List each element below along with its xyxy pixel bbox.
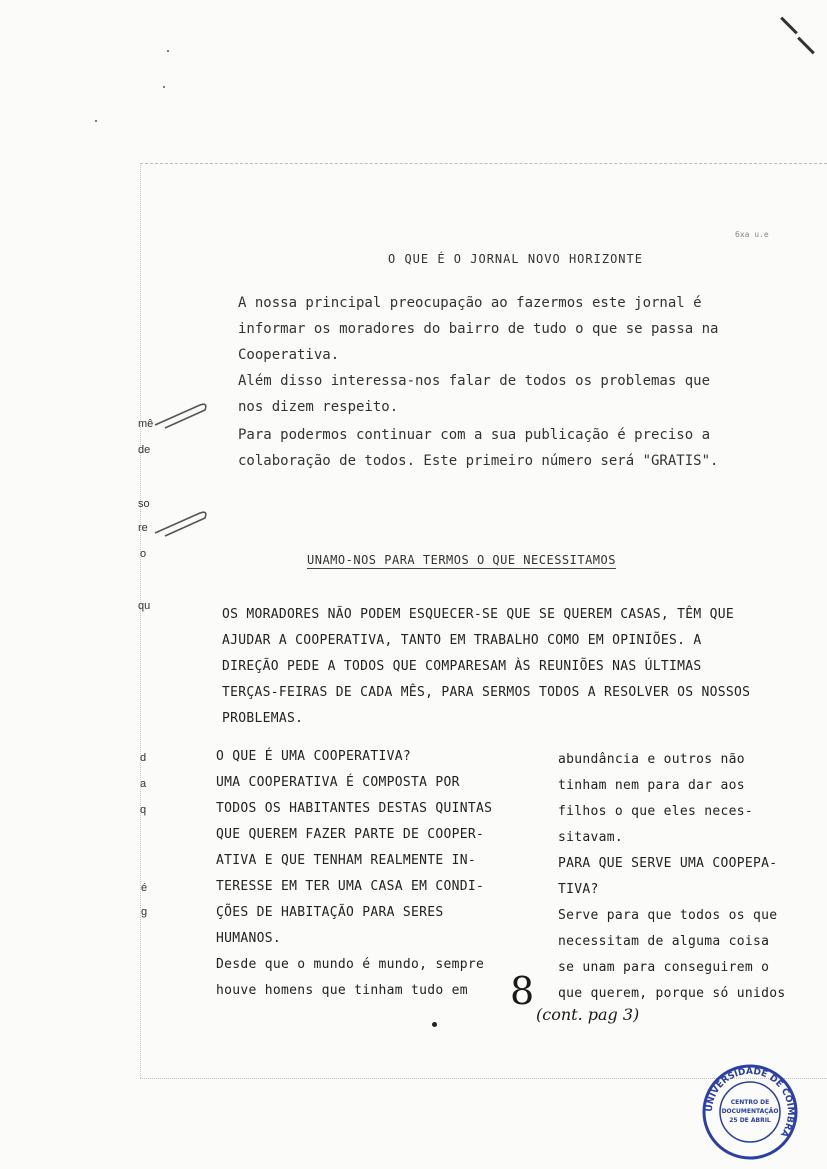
text-line: DIREÇÃO PEDE A TODOS QUE COMPARESAM ÀS REUNIÕES NAS ÚLTIMAS xyxy=(222,659,702,674)
text-line: PROBLEMAS. xyxy=(222,711,304,726)
text-line: Além disso interessa-nos falar de todos os problemas que xyxy=(238,373,711,389)
margin-fragment: mê xyxy=(138,418,154,430)
text-line: houve homens que tinham tudo em xyxy=(216,983,468,998)
margin-fragment: é xyxy=(141,882,148,894)
text-line: abundância e outros não xyxy=(558,752,745,767)
margin-fragment: de xyxy=(138,444,151,456)
margin-fragment: a xyxy=(140,778,147,790)
stamp-ring-text: UNIVERSIDADE DE COIMBRA xyxy=(704,1066,796,1139)
sheet-edge-left xyxy=(140,163,141,1078)
speck xyxy=(167,50,169,52)
margin-fragment: d xyxy=(140,752,147,764)
handwritten-page-number: 8 xyxy=(510,972,535,1013)
text-line: TIVA? xyxy=(558,882,599,897)
left-column xyxy=(216,744,546,1004)
text-line: sitavam. xyxy=(558,830,624,845)
handwritten-continuation: (cont. pag 3) xyxy=(536,1005,640,1024)
paperclip-icon xyxy=(150,508,210,538)
margin-fragment: so xyxy=(138,498,150,510)
stamp-line: 25 DE ABRIL xyxy=(729,1117,771,1124)
text-line: Serve para que todos os que xyxy=(558,908,778,923)
appeal-paragraph xyxy=(222,602,822,732)
margin-fragment: qu xyxy=(138,600,151,612)
margin-fragment: g xyxy=(141,906,148,918)
text-line: O QUE É UMA COOPERATIVA? xyxy=(216,749,412,764)
margin-fragment: q xyxy=(140,804,147,816)
text-line: filhos o que eles neces- xyxy=(558,804,754,819)
text-line: Cooperativa. xyxy=(238,347,340,363)
text-line: HUMANOS. xyxy=(216,931,282,946)
ink-dot xyxy=(432,1022,437,1027)
text-line: nos dizem respeito. xyxy=(238,399,399,415)
text-line: A nossa principal preocupação ao fazermos este jornal é xyxy=(238,295,702,311)
text-line: tinham nem para dar aos xyxy=(558,778,745,793)
text-line: colaboração de todos. Este primeiro número será "GRATIS". xyxy=(238,453,719,469)
staple-mark xyxy=(797,37,815,55)
text-line: ÇÕES DE HABITAÇÃO PARA SERES xyxy=(216,905,444,920)
margin-fragment: o xyxy=(140,548,147,560)
text-line: AJUDAR A COOPERATIVA, TANTO EM TRABALHO COMO EM OPINIÕES. A xyxy=(222,633,702,648)
handwritten-annotation xyxy=(508,972,668,1032)
text-line: necessitam de alguma coisa xyxy=(558,934,770,949)
text-line: TERÇAS-FEIRAS DE CADA MÊS, PARA SERMOS TODOS A RESOLVER OS NOSSOS xyxy=(222,685,751,700)
text-line: UMA COOPERATIVA É COMPOSTA POR xyxy=(216,775,460,790)
intro-paragraph-1 xyxy=(238,290,793,368)
paperclip-icon xyxy=(150,400,210,430)
staple-mark xyxy=(780,17,798,35)
text-line: Para podermos continuar com a sua publicação é preciso a xyxy=(238,427,711,443)
text-line: PARA QUE SERVE UMA COOPEPA- xyxy=(558,856,778,871)
text-line: QUE QUEREM FAZER PARTE DE COOPER- xyxy=(216,827,485,842)
margin-fragment: re xyxy=(138,522,148,534)
text-line: OS MORADORES NÃO PODEM ESQUECER-SE QUE SE QUEREM CASAS, TÊM QUE xyxy=(222,607,734,622)
archive-stamp xyxy=(700,1062,800,1162)
text-line: TERESSE EM TER UMA CASA EM CONDI- xyxy=(216,879,485,894)
stamp-line: DOCUMENTAÇÃO xyxy=(721,1108,779,1115)
text-line: ATIVA E QUE TENHAM REALMENTE IN- xyxy=(216,853,477,868)
section-heading: UNAMO-NOS PARA TERMOS O QUE NECESSITAMOS xyxy=(307,553,616,567)
text-line: Desde que o mundo é mundo, sempre xyxy=(216,957,485,972)
sheet-edge-top xyxy=(140,163,827,164)
speck xyxy=(163,86,165,88)
text-line: se unam para conseguirem o xyxy=(558,960,770,975)
text-line: informar os moradores do bairro de tudo o que se passa na xyxy=(238,321,719,337)
top-right-mark: 6xa u.e xyxy=(735,230,769,239)
speck xyxy=(95,120,97,122)
stamp-line: CENTRO DE xyxy=(730,1099,770,1106)
right-column xyxy=(558,747,823,1007)
text-line: TODOS OS HABITANTES DESTAS QUINTAS xyxy=(216,801,493,816)
page-title: O QUE É O JORNAL NOVO HORIZONTE xyxy=(388,252,643,266)
intro-paragraph-3 xyxy=(238,422,793,474)
intro-paragraph-2 xyxy=(238,368,793,420)
text-line: que querem, porque só unidos xyxy=(558,986,786,1001)
